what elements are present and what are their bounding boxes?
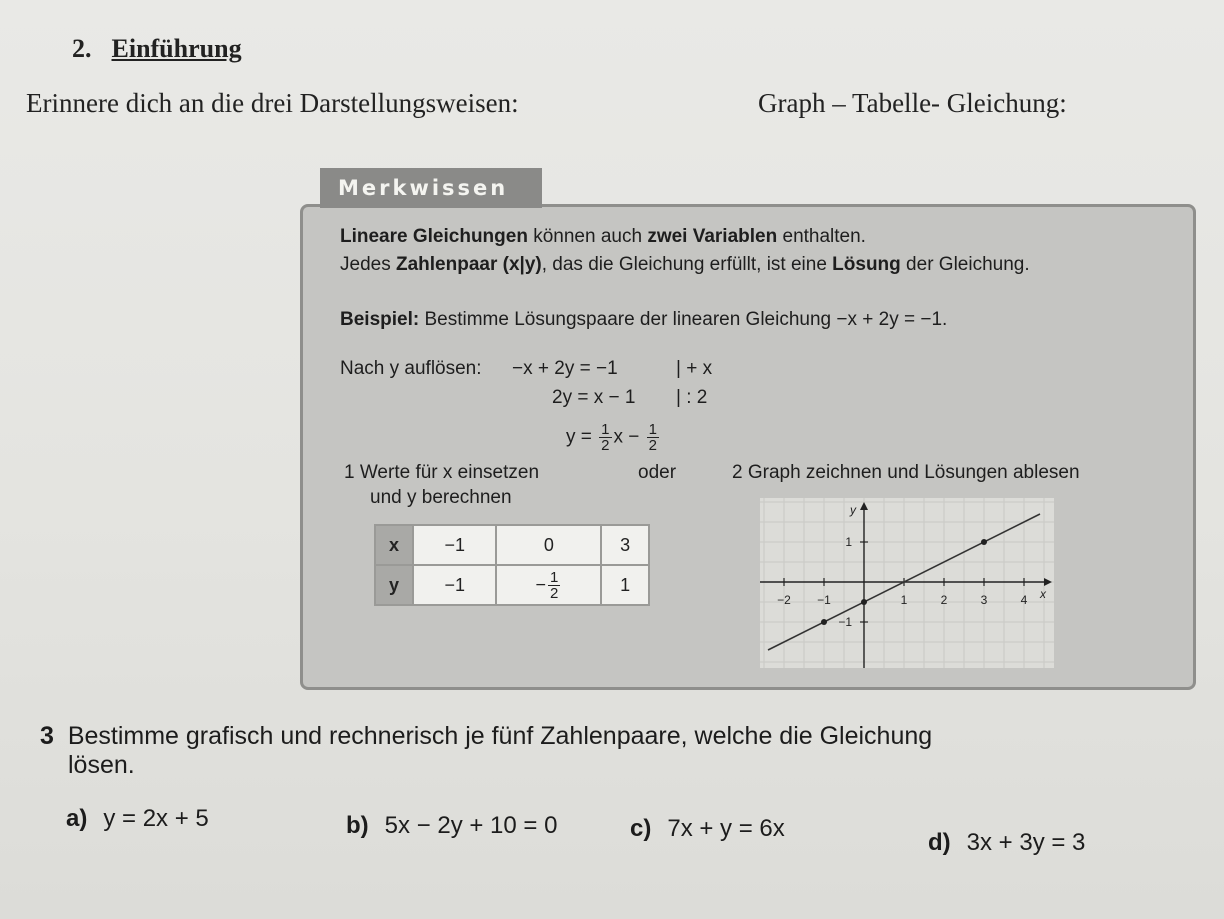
- definition-line-1: [340, 226, 866, 248]
- eq-lhs: y =: [566, 426, 592, 448]
- section-title: Einführung: [111, 34, 242, 63]
- subtask-c-equation: 7x + y = 6x: [667, 815, 785, 842]
- subtask-d-label: d): [928, 829, 951, 856]
- x-tick-label: 3: [980, 593, 988, 607]
- table-cell: 3: [601, 525, 649, 565]
- table-row-x: [375, 525, 649, 565]
- frac-numerator: 1: [549, 568, 559, 586]
- fraction-one-half: [647, 422, 659, 453]
- frac-sign: −: [535, 573, 546, 594]
- task-3: [40, 722, 932, 780]
- y-tick-label: 1: [845, 535, 852, 549]
- subtask-d: [928, 829, 1085, 857]
- method-2-label: 2 Graph zeichnen und Lösungen ablesen: [732, 462, 1080, 483]
- frac-numerator: 1: [601, 421, 610, 438]
- table-row-y: [375, 565, 649, 605]
- table-cell-fraction: [496, 565, 601, 605]
- beispiel-text: Bestimme Lösungspaare der linearen Gleichung −x + 2y = −1.: [419, 309, 948, 330]
- intro-representations: Graph – Tabelle- Gleichung:: [758, 88, 1067, 118]
- coordinate-graph: [760, 498, 1054, 668]
- table-header-x: x: [375, 525, 413, 565]
- fraction-one-half: [599, 422, 611, 453]
- frac-denominator: 2: [648, 437, 657, 454]
- merkwissen-box: [300, 204, 1196, 690]
- term-lineare-gleichungen: Lineare Gleichungen: [340, 226, 528, 247]
- subtask-d-equation: 3x + 3y = 3: [966, 829, 1086, 856]
- subtask-a: [66, 805, 209, 833]
- solution-point: [861, 599, 867, 605]
- y-axis-label: y: [850, 503, 856, 517]
- fraction-one-half: [548, 570, 560, 601]
- eq-x-term: x −: [613, 426, 640, 448]
- table-header-y: y: [375, 565, 413, 605]
- section-number: 2.: [72, 34, 92, 63]
- solve-step-2: 2y = x − 1: [552, 387, 636, 408]
- x-tick-label: 1: [900, 593, 908, 607]
- text: können auch: [527, 226, 648, 247]
- solution-point: [981, 539, 987, 545]
- solve-op-2: | : 2: [676, 387, 708, 408]
- solve-step-1: −x + 2y = −1: [512, 358, 618, 379]
- subtask-b-equation: 5x − 2y + 10 = 0: [384, 812, 558, 839]
- table-cell: −1: [413, 565, 496, 605]
- method-1-line-1: 1 Werte für x einsetzen: [344, 462, 540, 483]
- beispiel-line: [340, 309, 947, 331]
- table-cell: 1: [601, 565, 649, 605]
- solve-step-3: [566, 422, 661, 453]
- beispiel-label: Beispiel:: [340, 309, 420, 330]
- frac-numerator: 1: [648, 421, 657, 438]
- x-tick-label: 2: [940, 593, 948, 607]
- frac-denominator: 2: [549, 584, 559, 602]
- solution-point: [821, 619, 827, 625]
- x-axis-label: x: [1040, 587, 1046, 601]
- merkwissen-tab: Merkwissen: [320, 168, 542, 208]
- value-table: [374, 524, 650, 606]
- term-zwei-variablen: zwei Variablen: [647, 226, 778, 247]
- task-text-line-2: lösen.: [68, 751, 135, 779]
- text: , das die Gleichung erfüllt, ist eine: [541, 254, 833, 275]
- solve-label: Nach y auflösen:: [340, 358, 482, 379]
- term-loesung: Lösung: [832, 254, 901, 275]
- subtask-c-label: c): [630, 815, 652, 842]
- frac-denominator: 2: [601, 437, 610, 454]
- method-1-line-2: und y berechnen: [370, 487, 512, 508]
- x-tick-label: −1: [817, 593, 831, 607]
- text: enthalten.: [777, 226, 866, 247]
- y-tick-label: −1: [838, 615, 852, 629]
- x-tick-label: −2: [777, 593, 791, 607]
- section-heading: [72, 34, 242, 64]
- subtask-a-label: a): [66, 805, 88, 832]
- graph-grid: [760, 498, 1054, 668]
- table-cell: 0: [496, 525, 601, 565]
- subtask-c: [630, 815, 785, 843]
- x-tick-label: 4: [1020, 593, 1028, 607]
- subtask-a-equation: y = 2x + 5: [103, 805, 209, 832]
- text: Jedes: [340, 254, 396, 275]
- task-number: 3: [40, 722, 54, 750]
- solve-op-1: | + x: [676, 358, 713, 379]
- subtask-b-label: b): [346, 812, 369, 839]
- intro-text: Erinnere dich an die drei Darstellungsweisen:: [26, 88, 519, 118]
- task-text-line-1: Bestimme grafisch und rechnerisch je fünf Zahlenpaare, welche die Gleichung: [67, 722, 933, 750]
- definition-line-2: [340, 254, 1030, 276]
- oder-label: oder: [638, 462, 677, 483]
- subtask-b: [346, 812, 557, 840]
- table-cell: −1: [413, 525, 496, 565]
- term-zahlenpaar: Zahlenpaar (x|y): [395, 254, 542, 275]
- text: der Gleichung.: [900, 254, 1030, 275]
